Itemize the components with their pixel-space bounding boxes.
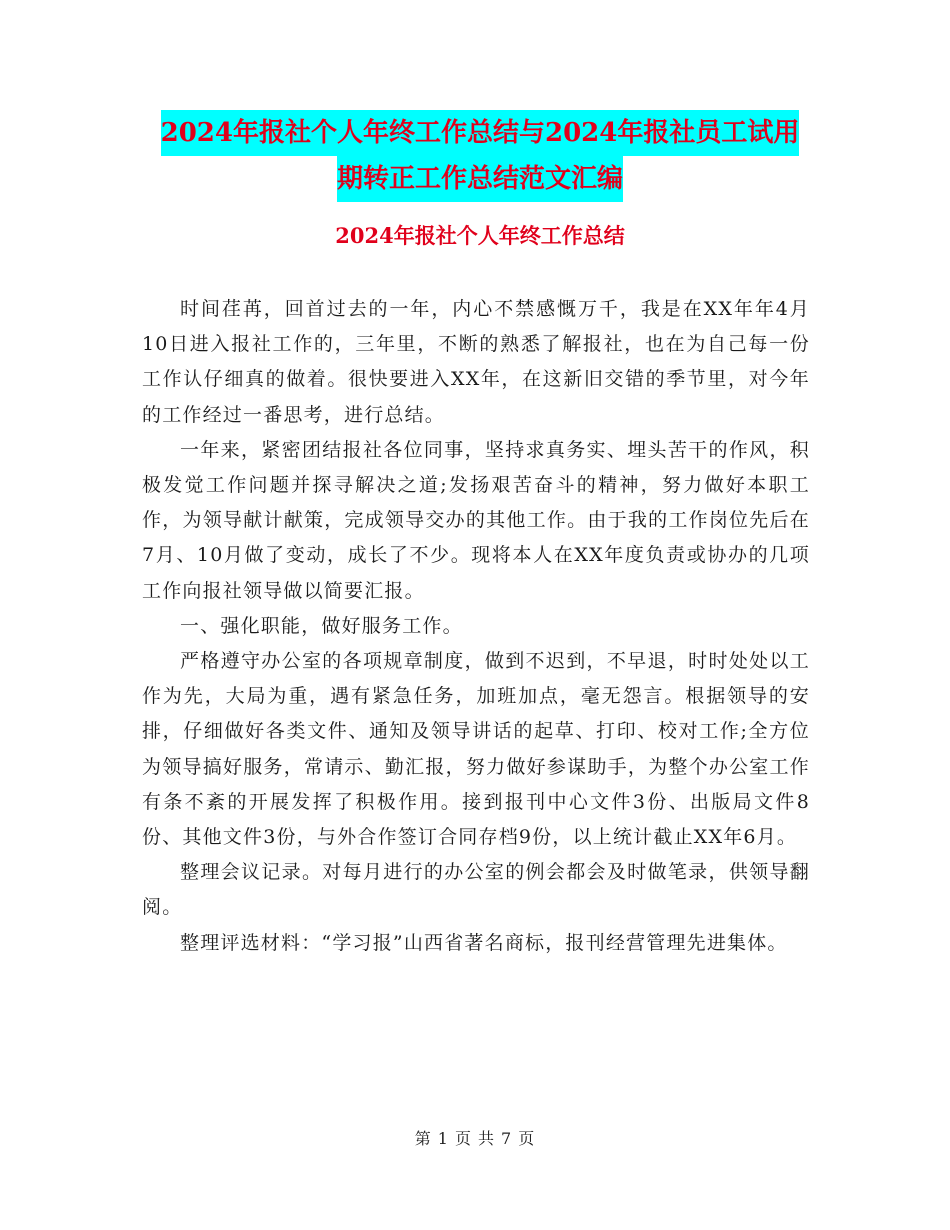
paragraph: 整理会议记录。对每月进行的办公室的例会都会及时做笔录，供领导翻阅。: [142, 861, 810, 919]
footer-mid: 页 共: [454, 1129, 496, 1148]
document-title: [140, 110, 820, 202]
footer-suffix: 页: [518, 1129, 536, 1148]
page-footer: [0, 1126, 950, 1149]
footer-page-number: 1: [437, 1129, 449, 1148]
paragraph: 一、强化职能，做好服务工作。: [180, 614, 463, 637]
document-title-line-2: 期转正工作总结范文汇编: [337, 156, 623, 202]
document-title-line-1: 2024年报社个人年终工作总结与2024年报社员工试用: [161, 110, 800, 156]
paragraph: 严格遵守办公室的各项规章制度，做到不迟到，不早退，时时处处以工作为先，大局为重，遇有紧急任务，加班加点，毫无怨言。根据领导的安排，仔细做好各类文件、通知及领导讲话的起草、打印、校对工作;全方位为领导搞好服务，常请示、勤汇报，努力做好参谋助手，为整个办公室工作有条不紊的开展发挥了积极作用。接到报刊中心文件3份、出版局文件8份、其他文件3份，与外合作签订合同存档9份，以上统计截止XX年6月。: [142, 650, 810, 849]
paragraph: 一年来，紧密团结报社各位同事，坚持求真务实、埋头苦干的作风，积极发觉工作问题并探寻解决之道;发扬艰苦奋斗的精神，努力做好本职工作，为领导献计献策，完成领导交办的其他工作。由于我的工作岗位先后在7月、10月做了变动，成长了不少。现将本人在XX年度负责或协办的几项工作向报社领导做以简要汇报。: [142, 438, 810, 602]
paragraph: 整理评选材料：“学习报”山西省著名商标，报刊经营管理先进集体。: [180, 931, 788, 954]
footer-prefix: 第: [414, 1129, 432, 1148]
footer-total-pages: 7: [501, 1129, 513, 1148]
section-title: 2024年报社个人年终工作总结: [335, 223, 625, 248]
document-body: [142, 292, 810, 961]
paragraph: 时间荏苒，回首过去的一年，内心不禁感慨万千，我是在XX年年4月10日进入报社工作的，三年里，不断的熟悉了解报社，也在为自己每一份工作认仔细真的做着。很快要进入XX年，在这新旧交错的季节里，对今年的工作经过一番思考，进行总结。: [142, 298, 810, 426]
